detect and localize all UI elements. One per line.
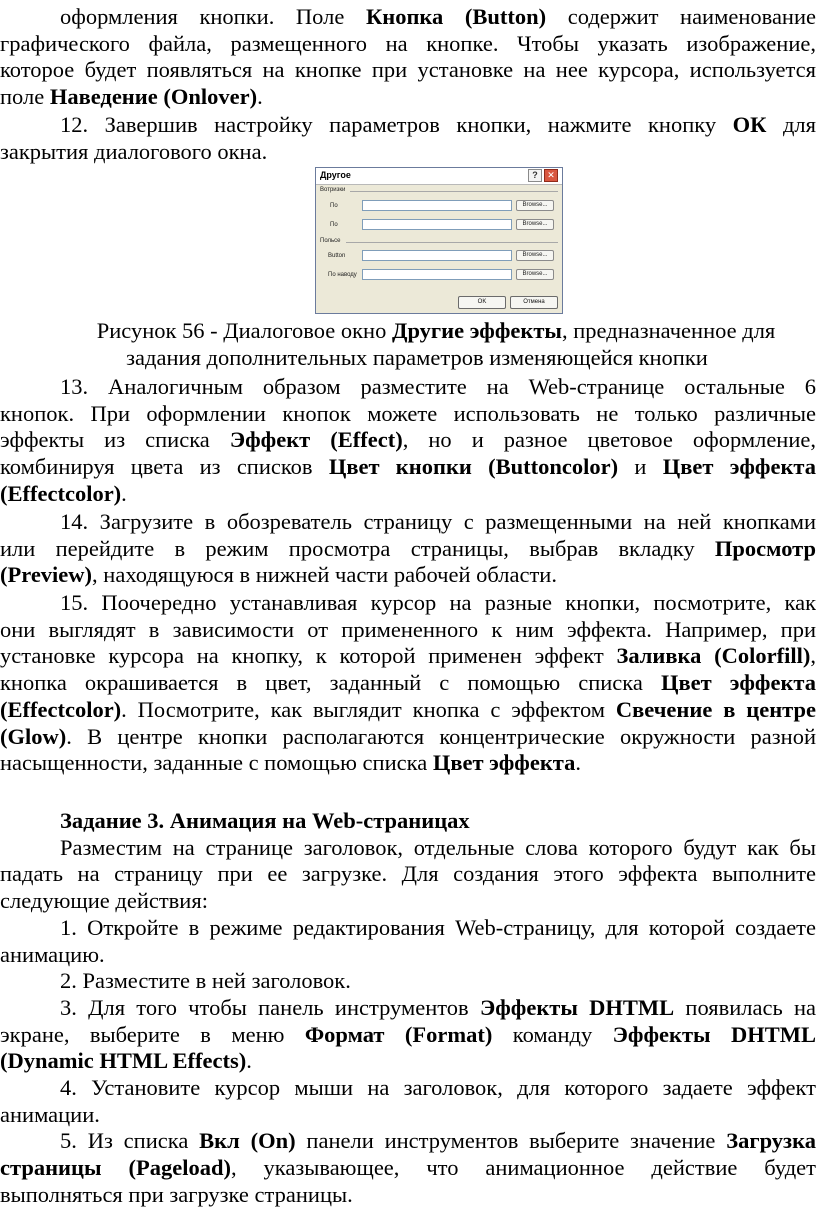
text-line: 14. Загрузите в обозреватель страницу с размещенными на ней кнопками	[60, 509, 816, 534]
text-line: анимации.	[0, 1101, 100, 1127]
caption-line: задания дополнительных параметров изменяющейся кнопки	[126, 344, 708, 370]
paragraph-step-13	[0, 374, 816, 508]
group-divider	[350, 191, 558, 192]
paragraph-step-14	[0, 509, 816, 589]
dialog-other-effects	[315, 167, 563, 314]
text-line: 2. Разместите в ней заголовок.	[60, 968, 351, 994]
text-line: 12. Завершив настройку параметров кнопки, нажмите кнопку ОК для	[60, 112, 816, 137]
text-line: падать на страницу при ее загрузке. Для создания этого эффекта выполните	[0, 861, 816, 887]
text-line: Разместим на странице заголовок, отдельные слова которого будут как бы	[60, 834, 816, 860]
section-heading: Задание 3. Анимация на Web-страницах	[60, 808, 470, 833]
field-label: Button	[328, 253, 346, 259]
text-line: (Dynamic HTML Effects).	[0, 1048, 252, 1074]
text-line: 1. Откройте в режиме редактирования Web-страницу, для которой создаете	[60, 914, 816, 940]
text-line: 13. Аналогичным образом разместите на Web-странице остальные 6	[60, 374, 816, 399]
figure-caption	[0, 318, 816, 371]
caption-line: Рисунок 56 - Диалоговое окно Другие эффекты, предназначенное для	[96, 318, 776, 343]
help-button[interactable]: ?	[528, 169, 542, 182]
text-line: оформления кнопки. Поле Кнопка (Button) содержит наименование	[60, 4, 816, 29]
browse-button-1[interactable]: Browse...	[516, 200, 554, 211]
group-label-pressed: Польсе	[320, 238, 341, 244]
text-line: кнопка окрашивается в цвет, заданный с помощью списка Цвет эффекта	[0, 670, 816, 696]
group-label-rollover: Вотризки	[320, 187, 346, 193]
text-line: 5. Из списка Вкл (On) панели инструментов выберите значение Загрузка	[60, 1128, 816, 1154]
browse-button-3[interactable]: Browse...	[516, 250, 554, 261]
field-label: По	[330, 222, 338, 228]
text-line: 4. Установите курсор мыши на заголовок, для которого задаете эффект	[60, 1075, 816, 1101]
text-line: страницы (Pageload), указывающее, что анимационное действие будет	[0, 1155, 816, 1181]
text-line: эффекты из списка Эффект (Effect), но и разное цветовое оформление,	[0, 427, 816, 453]
group-divider	[346, 242, 558, 243]
section-task-3	[0, 808, 816, 1209]
text-line: анимацию.	[0, 941, 105, 967]
field-label: По	[330, 203, 338, 209]
text-line: следующие действия:	[0, 888, 208, 914]
ok-button[interactable]: OK	[458, 296, 506, 309]
text-line: которое будет появляться на кнопке при установке на нее курсора, используется	[0, 57, 816, 83]
text-line: закрытия диалогового окна.	[0, 138, 268, 164]
close-icon[interactable]: ✕	[544, 169, 558, 182]
text-line: они выглядят в зависимости от примененного к ним эффекта. Например, при	[0, 616, 816, 642]
paragraph-step-12	[0, 112, 816, 165]
field-label: По наводу	[328, 272, 357, 278]
text-line: графического файла, размещенного на кнопке. Чтобы указать изображение,	[0, 30, 816, 56]
browse-button-2[interactable]: Browse...	[516, 219, 554, 230]
text-line: комбинируя цвета из списков Цвет кнопки (Buttoncolor) и Цвет эффекта	[0, 454, 816, 480]
text-line: 3. Для того чтобы панель инструментов Эффекты DHTML появилась на	[60, 994, 816, 1020]
text-line: (Glow). В центре кнопки располагаются концентрические окружности разной	[0, 723, 816, 749]
text-line: экране, выберите в меню Формат (Format) команду Эффекты DHTML	[0, 1021, 816, 1047]
browse-button-4[interactable]: Browse...	[516, 269, 554, 280]
dialog-title-bar	[316, 168, 562, 185]
path-input-4[interactable]	[362, 269, 512, 280]
paragraph-step-15	[0, 590, 816, 777]
paragraph-button-field	[0, 4, 816, 111]
text-line: кнопок. При оформлении кнопок можете использовать не только различные	[0, 400, 816, 426]
text-line: насыщенности, заданные с помощью списка Цвет эффекта.	[0, 750, 582, 776]
text-line: 15. Поочередно устанавливая курсор на разные кнопки, посмотрите, как	[60, 590, 816, 615]
text-line: поле Наведение (Onlover).	[0, 84, 263, 110]
text-line: или перейдите в режим просмотра страницы, выбрав вкладку Просмотр	[0, 535, 816, 561]
path-input-3[interactable]	[362, 250, 512, 261]
text-line: (Effectcolor). Посмотрите, как выглядит кнопка с эффектом Свечение в центре	[0, 696, 816, 722]
path-input-2[interactable]	[362, 219, 512, 230]
text-line: выполняться при загрузке страницы.	[0, 1181, 353, 1207]
dialog-title: Другое	[320, 170, 351, 180]
cancel-button[interactable]: Отмена	[510, 296, 558, 309]
text-line: (Effectcolor).	[0, 480, 127, 506]
path-input-1[interactable]	[362, 200, 512, 211]
text-line: установке курсора на кнопку, к которой применен эффект Заливка (Colorfill),	[0, 643, 816, 669]
text-line: (Preview), находящуюся в нижней части рабочей области.	[0, 562, 557, 588]
